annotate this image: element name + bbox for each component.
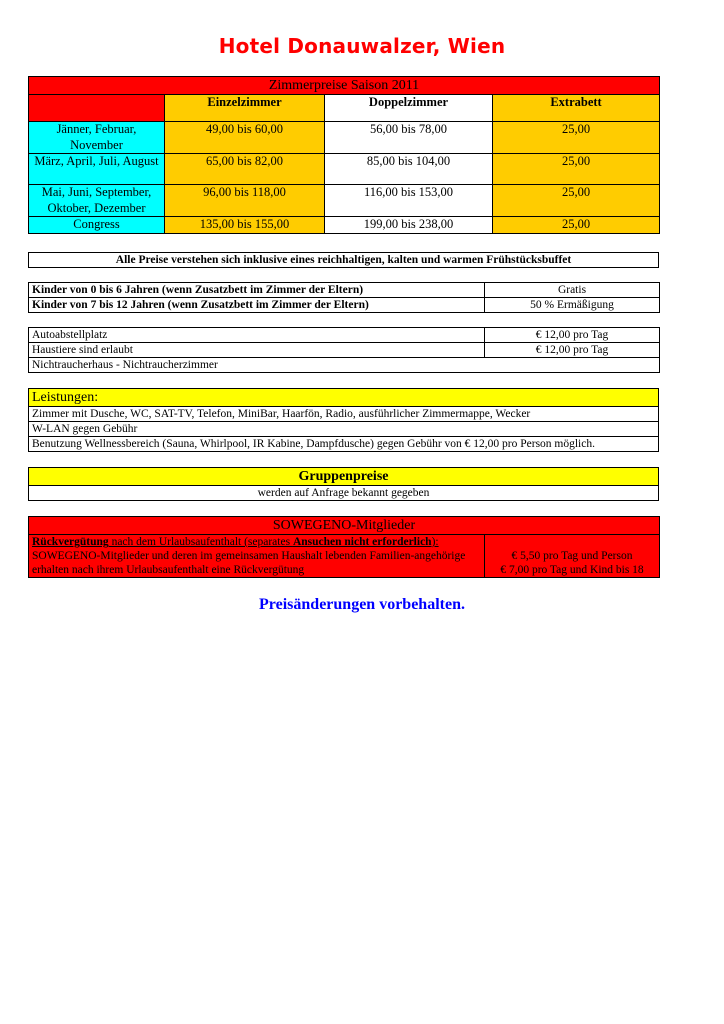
refund-label: Rückvergütung xyxy=(32,536,109,548)
extra-value: € 12,00 pro Tag xyxy=(485,328,660,343)
services-table xyxy=(28,388,659,452)
single-price-cell: 65,00 bis 82,00 xyxy=(165,154,325,185)
children-label: Kinder von 0 bis 6 Jahren (wenn Zusatzbett im Zimmer der Eltern) xyxy=(29,283,485,298)
col-header-extra: Extrabett xyxy=(493,95,660,122)
table-row xyxy=(29,328,660,343)
services-heading: Leistungen: xyxy=(29,389,659,407)
single-price-cell: 135,00 bis 155,00 xyxy=(165,217,325,234)
price-header-empty xyxy=(29,95,165,122)
table-row xyxy=(29,343,660,358)
sowegeno-text: SOWEGENO-Mitglieder und deren im gemeinsamen Haushalt lebenden Familien-angehörige erhalten nach ihrem Urlaubsaufenthalt eine Rückvergütung xyxy=(32,550,466,576)
list-item: Zimmer mit Dusche, WC, SAT-TV, Telefon, MiniBar, Haarfön, Radio, ausführlicher Zimmermappe, Wecker xyxy=(29,407,659,422)
double-price-cell: 85,00 bis 104,00 xyxy=(325,154,493,185)
group-text: werden auf Anfrage bekannt gegeben xyxy=(29,486,659,501)
double-price-cell: 116,00 bis 153,00 xyxy=(325,185,493,217)
children-value: Gratis xyxy=(485,283,660,298)
table-row xyxy=(29,217,660,234)
table-row xyxy=(29,283,660,298)
list-item: W-LAN gegen Gebühr xyxy=(29,422,659,437)
group-heading: Gruppenpreise xyxy=(29,468,659,486)
sowegeno-rates xyxy=(485,535,660,578)
refund-end: ): xyxy=(431,536,439,548)
extra-bed-cell: 25,00 xyxy=(493,122,660,154)
rate-person: € 5,50 pro Tag und Person xyxy=(511,550,633,562)
list-item: Benutzung Wellnessbereich (Sauna, Whirlpool, IR Kabine, Dampfdusche) gegen Gebühr von € 12,00 pro Person möglich. xyxy=(29,437,659,452)
children-value: 50 % Ermäßigung xyxy=(485,298,660,313)
season-cell: Congress xyxy=(29,217,165,234)
season-cell: März, April, Juli, August xyxy=(29,154,165,185)
extra-bed-cell: 25,00 xyxy=(493,185,660,217)
rate-child: € 7,00 pro Tag und Kind bis 18 xyxy=(500,564,644,576)
refund-mid: nach dem Urlaubsaufenthalt (separates xyxy=(108,536,293,548)
table-row xyxy=(29,298,660,313)
double-price-cell: 199,00 bis 238,00 xyxy=(325,217,493,234)
children-table xyxy=(28,282,660,313)
price-change-note: Preisänderungen vorbehalten. xyxy=(259,596,465,613)
price-table-heading: Zimmerpreise Saison 2011 xyxy=(29,77,660,95)
double-price-cell: 56,00 bis 78,00 xyxy=(325,122,493,154)
page-title: Hotel Donauwalzer, Wien xyxy=(218,34,506,58)
extras-table xyxy=(28,327,660,373)
season-cell: Mai, Juni, September, Oktober, Dezember xyxy=(29,185,165,217)
sowegeno-description xyxy=(29,535,485,578)
extra-label: Autoabstellplatz xyxy=(29,328,485,343)
single-price-cell: 96,00 bis 118,00 xyxy=(165,185,325,217)
col-header-double: Doppelzimmer xyxy=(325,95,493,122)
table-row xyxy=(29,122,660,154)
extra-bed-cell: 25,00 xyxy=(493,217,660,234)
extra-label: Haustiere sind erlaubt xyxy=(29,343,485,358)
children-label: Kinder von 7 bis 12 Jahren (wenn Zusatzbett im Zimmer der Eltern) xyxy=(29,298,485,313)
extra-value: € 12,00 pro Tag xyxy=(485,343,660,358)
extra-bed-cell: 25,00 xyxy=(493,154,660,185)
breakfast-note: Alle Preise verstehen sich inklusive eines reichhaltigen, kalten und warmen Frühstücksbuffet xyxy=(29,253,659,268)
sowegeno-heading: SOWEGENO-Mitglieder xyxy=(29,517,660,535)
single-price-cell: 49,00 bis 60,00 xyxy=(165,122,325,154)
table-row xyxy=(29,358,660,373)
season-cell: Jänner, Februar, November xyxy=(29,122,165,154)
extra-label: Nichtraucherhaus - Nichtraucherzimmer xyxy=(29,358,660,373)
group-prices-table xyxy=(28,467,659,501)
table-row xyxy=(29,185,660,217)
sowegeno-table xyxy=(28,516,660,578)
price-table xyxy=(28,76,660,234)
table-row xyxy=(29,154,660,185)
breakfast-note-box xyxy=(28,252,659,268)
col-header-single: Einzelzimmer xyxy=(165,95,325,122)
refund-note: Ansuchen nicht erforderlich xyxy=(292,536,432,548)
